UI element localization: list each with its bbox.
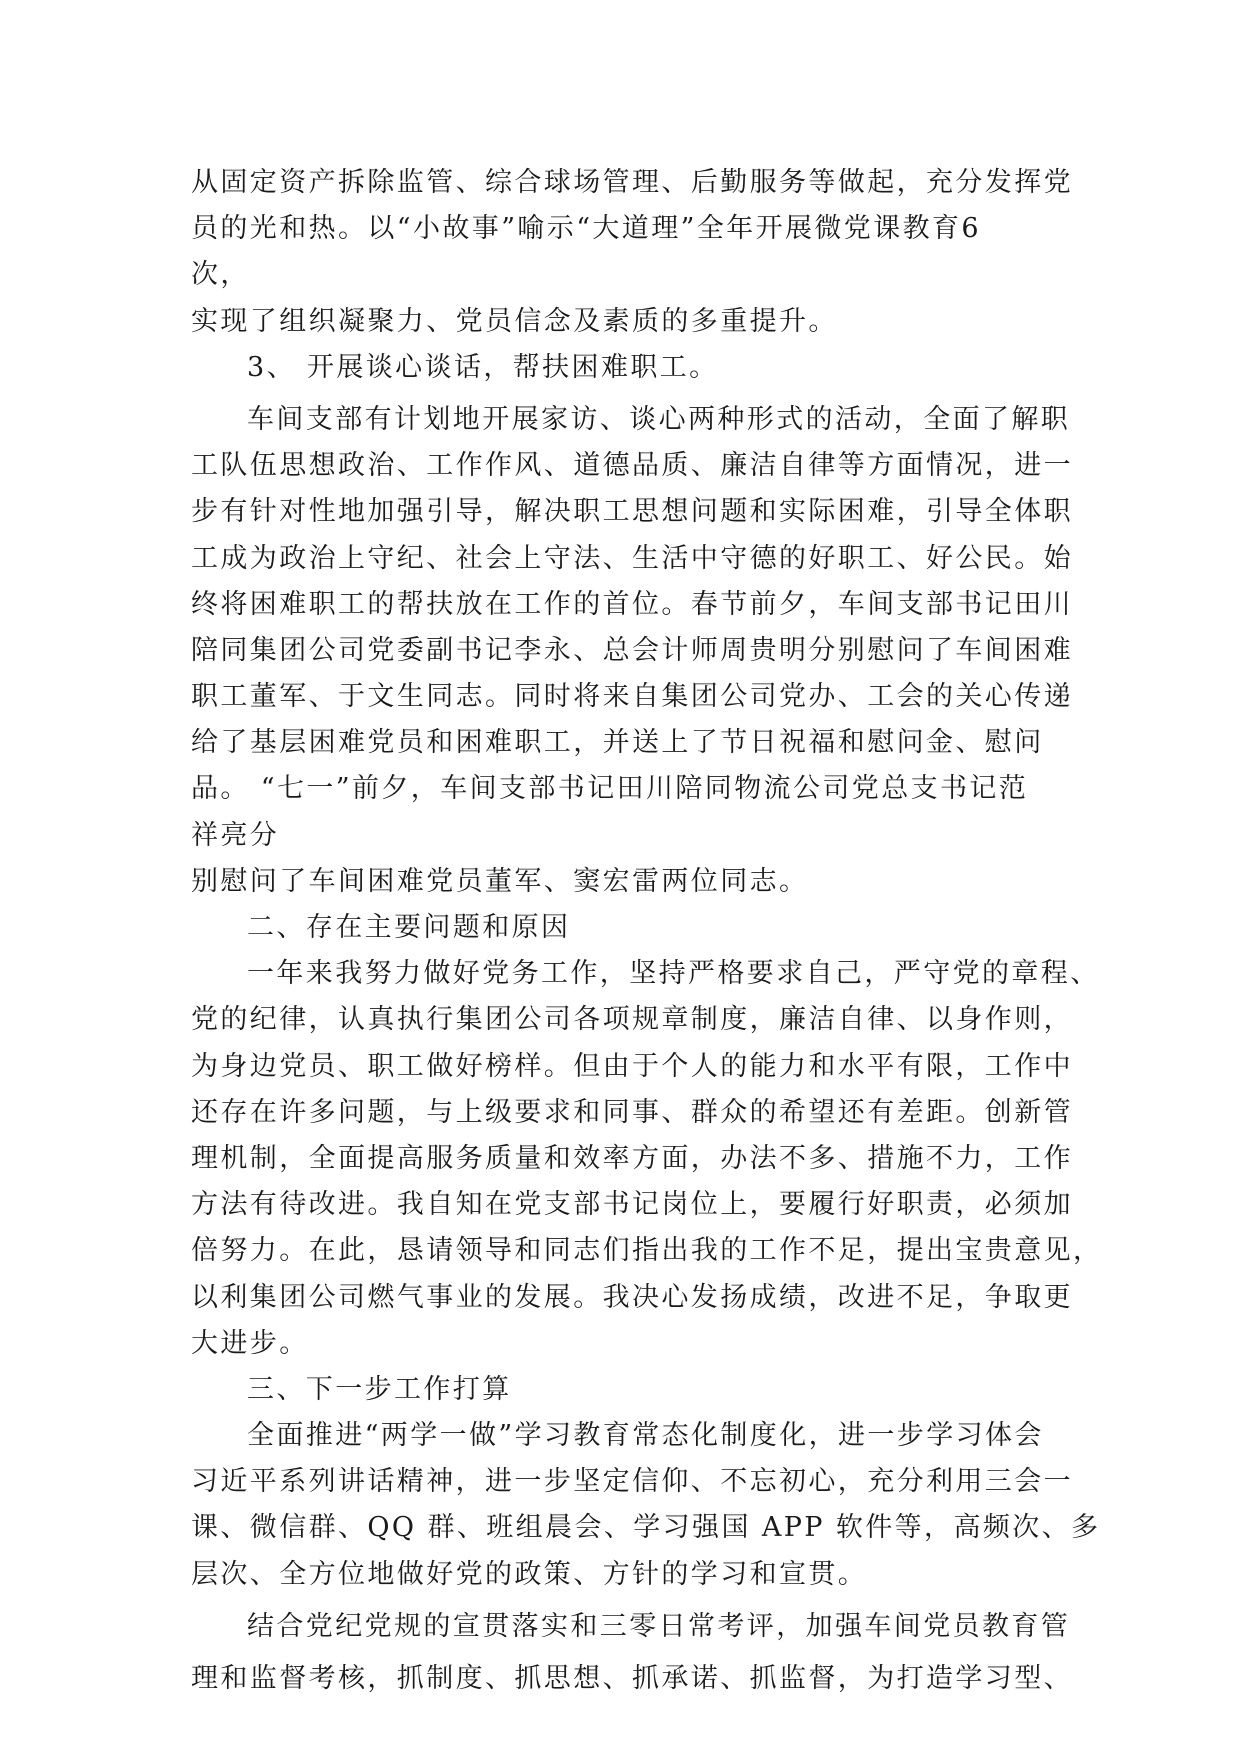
text-line: 课、微信群、QQ 群、班组晨会、学习强国 APP 软件等，高频次、多 bbox=[191, 1512, 1101, 1544]
text-line: 一年来我努力做好党务工作，坚持严格要求自己，严守党的章程、 bbox=[247, 958, 1100, 990]
text-line: 别慰问了车间困难党员董军、窦宏雷两位同志。 bbox=[191, 865, 809, 897]
text-line: 工成为政治上守纪、社会上守法、生活中守德的好职工、好公民。始 bbox=[191, 542, 1073, 574]
text-line: 为身边党员、职工做好榜样。但由于个人的能力和水平有限，工作中 bbox=[191, 1050, 1073, 1082]
text-line: 品。 “七一”前夕，车间支部书记田川陪同物流公司党总支书记范 bbox=[191, 773, 1029, 805]
text-line: 理机制，全面提高服务质量和效率方面，办法不多、措施不力，工作 bbox=[191, 1142, 1073, 1174]
text-line: 实现了组织凝聚力、党员信念及素质的多重提升。 bbox=[191, 305, 838, 337]
text-line: 员的光和热。以“小故事”喻示“大道理”全年开展微党课教育6 bbox=[191, 213, 981, 245]
section-heading: 三、下一步工作打算 bbox=[247, 1373, 512, 1405]
text-line: 陪同集团公司党委副书记李永、总会计师周贵明分别慰问了车间困难 bbox=[191, 634, 1073, 666]
text-line: 结合党纪党规的宣贯落实和三零日常考评，加强车间党员教育管 bbox=[247, 1610, 1071, 1642]
section-heading: 二、存在主要问题和原因 bbox=[247, 912, 571, 943]
text-line: 全面推进“两学一做”学习教育常态化制度化，进一步学习体会 bbox=[247, 1420, 1044, 1452]
text-line: 步有针对性地加强引导，解决职工思想问题和实际困难，引导全体职 bbox=[191, 496, 1073, 528]
text-line: 还存在许多问题，与上级要求和同事、群众的希望还有差距。创新管 bbox=[191, 1096, 1073, 1128]
text-line: 给了基层困难党员和困难职工，并送上了节日祝福和慰问金、慰问 bbox=[191, 727, 1044, 759]
text-line: 终将困难职工的帮扶放在工作的首位。春节前夕，车间支部书记田川 bbox=[191, 588, 1073, 620]
text-line: 党的纪律，认真执行集团公司各项规章制度，廉洁自律、以身作则， bbox=[191, 1004, 1073, 1036]
text-line: 车间支部有计划地开展家访、谈心两种形式的活动，全面了解职 bbox=[247, 403, 1071, 435]
section-heading: 3、 开展谈心谈话，帮扶困难职工。 bbox=[247, 351, 719, 383]
text-line: 倍努力。在此，恳请领导和同志们指出我的工作不足，提出宝贵意见， bbox=[191, 1235, 1103, 1267]
text-line: 祥亮分 bbox=[191, 819, 280, 851]
text-line: 习近平系列讲话精神，进一步坚定信仰、不忘初心，充分利用三会一 bbox=[191, 1466, 1073, 1498]
text-line: 工队伍思想政治、工作作风、道德品质、廉洁自律等方面情况，进一 bbox=[191, 450, 1073, 482]
text-line: 职工董军、于文生同志。同时将来自集团公司党办、工会的关心传递 bbox=[191, 681, 1073, 713]
text-line: 次， bbox=[191, 259, 250, 291]
text-line: 方法有待改进。我自知在党支部书记岗位上，要履行好职责，必须加 bbox=[191, 1189, 1073, 1221]
text-line: 以利集团公司燃气事业的发展。我决心发扬成绩，改进不足，争取更 bbox=[191, 1281, 1073, 1313]
text-line: 理和监督考核，抓制度、抓思想、抓承诺、抓监督，为打造学习型、 bbox=[191, 1663, 1073, 1694]
text-line: 大进步。 bbox=[191, 1327, 309, 1359]
text-line: 从固定资产拆除监管、综合球场管理、后勤服务等做起，充分发挥党 bbox=[191, 167, 1073, 198]
document-body bbox=[191, 160, 1103, 1702]
text-line: 层次、全方位地做好党的政策、方针的学习和宣贯。 bbox=[191, 1558, 868, 1590]
